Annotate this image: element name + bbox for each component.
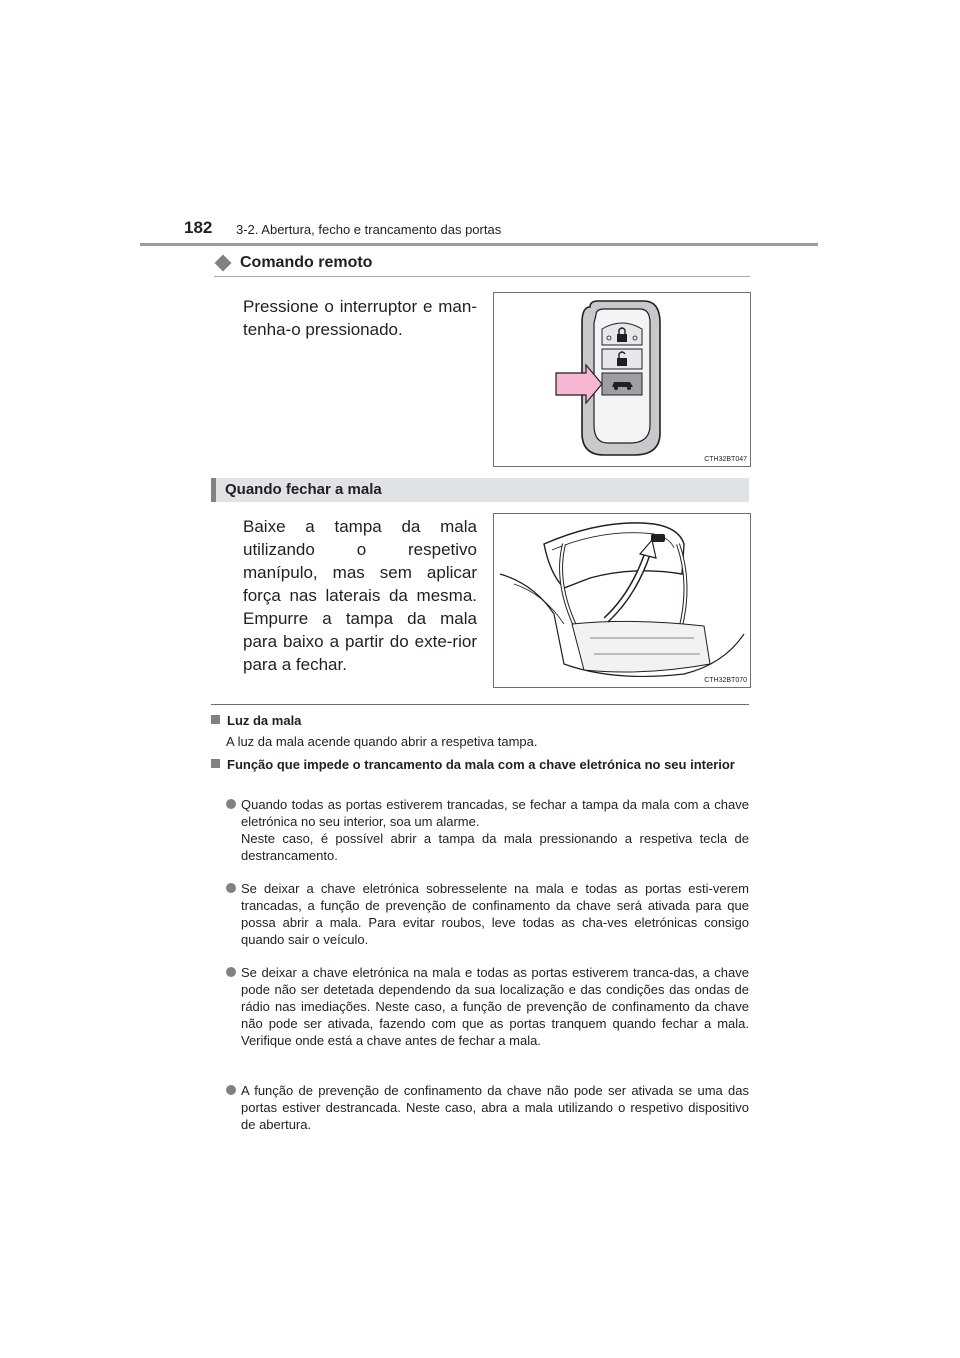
diamond-icon: [215, 255, 232, 272]
section-bar: [211, 478, 749, 502]
trunk-illustration: [493, 513, 751, 688]
key-fob-illustration: [493, 292, 751, 467]
note-heading-key-lockout: [211, 756, 749, 773]
trunk-drawing: [494, 514, 750, 687]
section-title: 3-2. Abertura, fecho e trancamento das portas: [236, 222, 502, 237]
round-bullet-icon: [226, 799, 236, 809]
list-item-text: Se deixar a chave eletrónica sobresselente na mala e todas as portas esti-verem trancadas, a função de prevenção de confinamento da chave será ativada para que possa abrir a mala. Para evitar roubos, leve todas as cha-ves eletrónicas consigo quando sair o veículo.: [241, 881, 749, 947]
remote-instruction: Pressione o interruptor e man-tenha-o pressionado.: [243, 297, 477, 339]
note-heading-trunk-light: [211, 712, 749, 729]
page-number: 182: [184, 218, 213, 237]
square-bullet-icon: [211, 715, 220, 724]
figure-code: CTH32BT070: [704, 677, 747, 684]
round-bullet-icon: [226, 967, 236, 977]
list-item: [226, 880, 749, 948]
note-text-trunk-light: A luz da mala acende quando abrir a respetiva tampa.: [226, 734, 538, 749]
note-heading-text: Luz da mala: [227, 713, 302, 728]
list-item-text: Se deixar a chave eletrónica na mala e todas as portas estiverem tranca-das, a chave pode não ser detetada dependendo da sua localização e das condições das ondas de rádio nas imediações. Neste caso, a função de prevenção de confinamento da chave não pode ser ativada, fazendo com que as portas tranquem quando fechar a mala. Verifique onde está a chave antes de fechar a mala.: [241, 965, 749, 1048]
subsection-heading: [214, 254, 372, 272]
subsection-heading-text: Comando remoto: [240, 254, 373, 271]
list-item: [226, 1082, 749, 1133]
header-divider: [140, 243, 818, 246]
list-item: [226, 796, 749, 864]
figure-code: CTH32BT047: [704, 456, 747, 463]
round-bullet-icon: [226, 883, 236, 893]
round-bullet-icon: [226, 1085, 236, 1095]
key-fob-drawing: [494, 293, 750, 466]
note-heading-text: Função que impede o trancamento da mala com a chave eletrónica no seu interior: [227, 757, 735, 772]
list-item-text: A função de prevenção de confinamento da chave não pode ser ativada se uma das portas estiver destrancada. Neste caso, abra a mala utilizando o respetivo dispositivo de abertura.: [241, 1083, 749, 1132]
subsection-divider: [214, 276, 750, 277]
notes-divider: [211, 704, 749, 705]
closing-instruction: Baixe a tampa da mala utilizando o respetivo manípulo, mas sem aplicar força nas laterais da mesma. Empurre a tampa da mala para baixo a partir do exte-rior para a fechar.: [243, 517, 477, 674]
section-bar-title: Quando fechar a mala: [225, 481, 382, 498]
list-item: [226, 964, 749, 1049]
square-bullet-icon: [211, 759, 220, 768]
list-item-text: Quando todas as portas estiverem trancadas, se fechar a tampa da mala com a chave eletrónica no seu interior, soa um alarme. Neste caso, é possível abrir a tampa da mala pressionando a respetiva tecla de destrancamento.: [241, 797, 749, 863]
